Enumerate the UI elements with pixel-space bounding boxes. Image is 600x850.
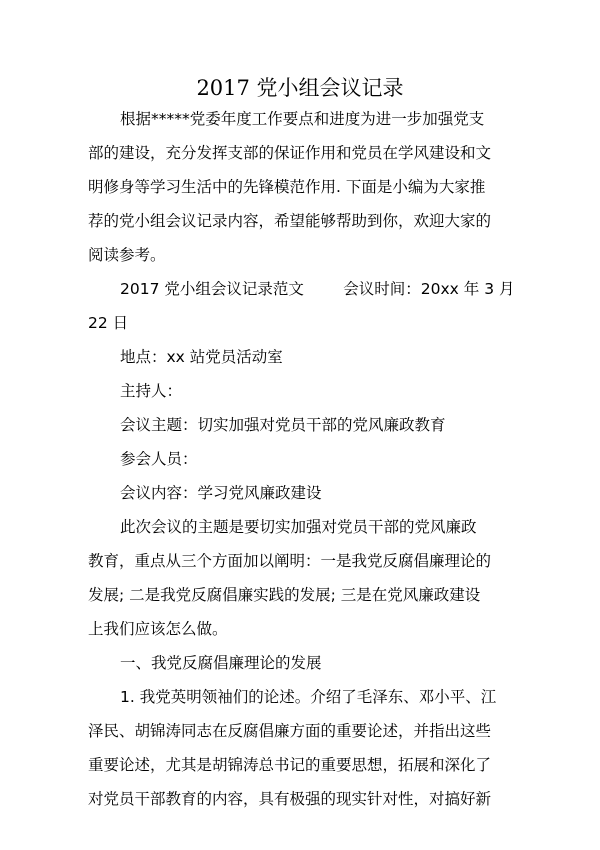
meeting-topic: 会议主题：切实加强对党员干部的党风廉政教育 (120, 416, 446, 434)
section-heading: 一、我党反腐倡廉理论的发展 (120, 654, 322, 672)
meeting-location: 地点：xx 站党员活动室 (120, 348, 283, 366)
summary-line: 发展; 二是我党反腐倡廉实践的发展; 三是在党风廉政建设 (88, 586, 481, 604)
item-line: 重要论述，尤其是胡锦涛总书记的重要思想，拓展和深化了 (88, 756, 492, 774)
meeting-attendees: 参会人员： (120, 450, 198, 468)
summary-line: 上我们应该怎么做。 (88, 620, 228, 638)
item-line: 1. 我党英明领袖们的论述。介绍了毛泽东、邓小平、江 (120, 688, 497, 706)
summary-line: 此次会议的主题是要切实加强对党员干部的党风廉政 (120, 518, 477, 536)
meeting-time-line: 2017 党小组会议记录范文 会议时间：20xx 年 3 月 (120, 280, 515, 298)
intro-line: 部的建设，充分发挥支部的保证作用和党员在学风建设和文 (88, 144, 492, 162)
meeting-host: 主持人： (120, 382, 183, 400)
meeting-content: 会议内容：学习党风廉政建设 (120, 484, 322, 502)
intro-line: 根据*****党委年度工作要点和进度为进一步加强党支 (120, 110, 485, 128)
intro-line: 荐的党小组会议记录内容，希望能够帮助到你，欢迎大家的 (88, 212, 492, 230)
document-title: 2017 党小组会议记录 (196, 76, 404, 100)
meeting-time-line: 22 日 (88, 314, 129, 332)
intro-line: 阅读参考。 (88, 246, 166, 264)
item-line: 泽民、胡锦涛同志在反腐倡廉方面的重要论述，并指出这些 (88, 722, 492, 740)
summary-line: 教育，重点从三个方面加以阐明：一是我党反腐倡廉理论的 (88, 552, 492, 570)
intro-line: 明修身等学习生活中的先锋模范作用. 下面是小编为大家推 (88, 178, 486, 196)
item-line: 对党员干部教育的内容，具有极强的现实针对性，对搞好新 (88, 790, 492, 808)
